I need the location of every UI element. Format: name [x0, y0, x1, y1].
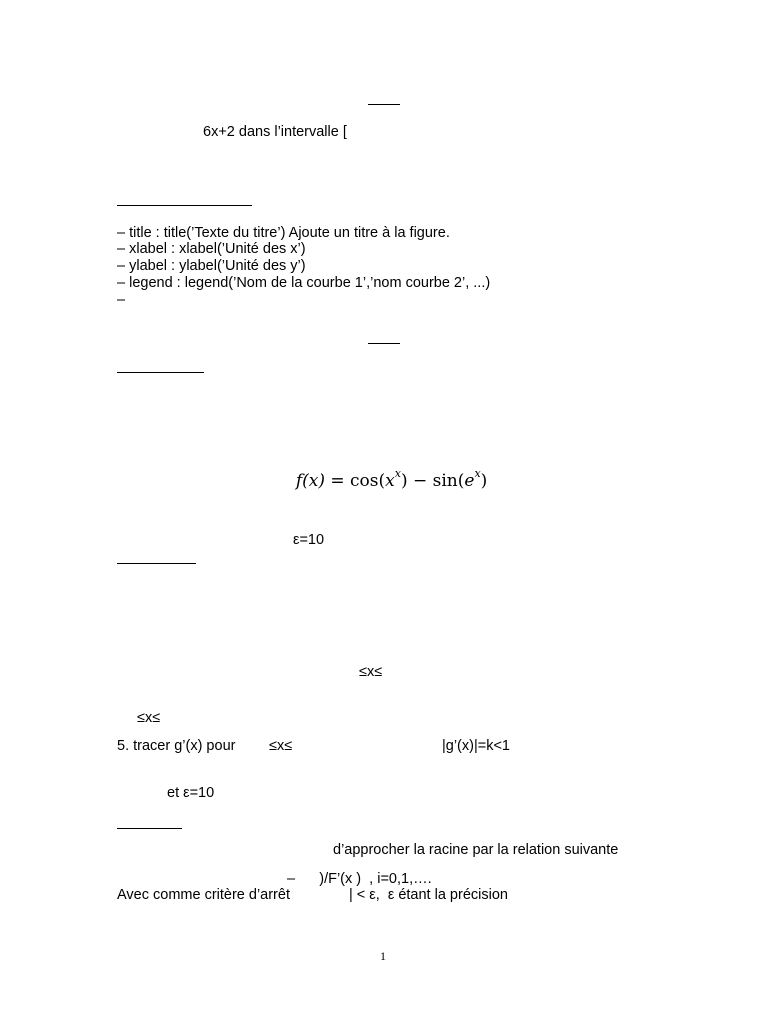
- question-5-interval: ≤x≤: [269, 738, 293, 754]
- section-rule-1: [117, 205, 252, 206]
- list-item-title: – title : title(’Texte du titre’) Ajoute un titre à la figure.: [117, 225, 450, 241]
- newton-formula: – )/F’(x ) , i=0,1,….: [287, 871, 432, 887]
- heading-rule-1: [368, 104, 400, 105]
- stop-criterion-condition: | < ε, ε étant la précision: [349, 887, 508, 903]
- list-item-xlabel: – xlabel : xlabel(’Unité des x’): [117, 241, 306, 257]
- equation-e-exponent: x: [474, 467, 481, 481]
- newton-intro: d’approcher la racine par la relation suivante: [333, 842, 619, 858]
- interval-1: ≤x≤: [359, 664, 383, 680]
- heading-rule-2: [368, 343, 400, 344]
- section-rule-3: [117, 563, 196, 564]
- list-item-ylabel: – ylabel : ylabel(’Unité des y’): [117, 258, 306, 274]
- section-rule-4: [117, 828, 182, 829]
- question-5-condition: |g’(x)|=k<1: [442, 738, 510, 754]
- equation-x-exponent: x: [394, 467, 401, 481]
- page-number: 1: [380, 949, 386, 963]
- equation-e: e: [464, 471, 475, 491]
- equation-lhs: f(x): [295, 471, 325, 491]
- epsilon-value-1: ε=10: [293, 532, 325, 548]
- equation: [285, 448, 487, 492]
- stop-criterion-label: Avec comme critère d’arrêt: [117, 887, 290, 903]
- interval-2: ≤x≤: [137, 710, 161, 726]
- list-item-legend: – legend : legend(’Nom de la courbe 1’,’nom courbe 2’, ...): [117, 275, 491, 291]
- section-rule-2: [117, 372, 204, 373]
- equation-x: x: [385, 471, 395, 491]
- list-item-dash: –: [117, 292, 126, 308]
- question-5-label: 5. tracer g’(x) pour: [117, 738, 236, 754]
- intro-line: 6x+2 dans l’intervalle [: [203, 124, 347, 140]
- equation-eq: = cos(: [324, 471, 386, 491]
- equation-end: ): [480, 471, 488, 491]
- equation-mid: ) − sin(: [400, 471, 465, 491]
- epsilon-value-2: et ε=10: [167, 785, 215, 801]
